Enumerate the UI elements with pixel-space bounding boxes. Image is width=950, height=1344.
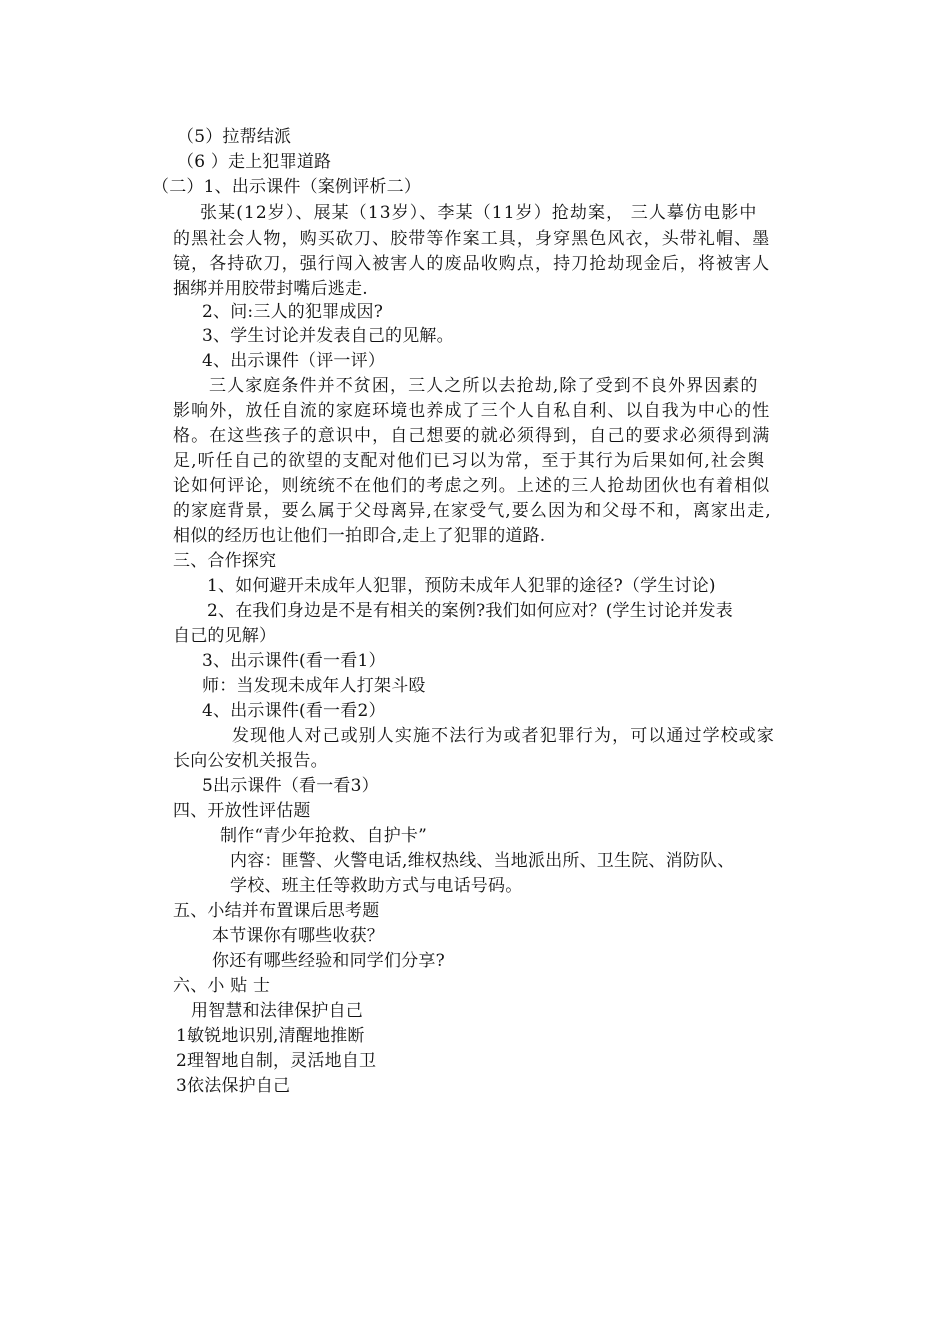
courseware-look-1: 3、出示课件(看一看1） bbox=[202, 651, 386, 671]
card-content-line-2: 学校、班主任等救助方式与电话号码。 bbox=[230, 876, 523, 896]
teacher-note: 师：当发现未成年人打架斗殴 bbox=[202, 676, 426, 696]
section-2-heading: （二）1、出示课件（案例评析二） bbox=[152, 177, 422, 197]
card-task: 制作“青少年抢救、自护卡” bbox=[220, 826, 427, 846]
analysis-paragraph-line-4: 足,听任自己的欲望的支配对他们已习以为常，至于其行为后果如何,社会舆 bbox=[173, 451, 766, 471]
tip-item-2: 2理智地自制，灵活地自卫 bbox=[176, 1051, 377, 1071]
analysis-paragraph-line-1: 三人家庭条件并不贫困，三人之所以去抢劫,除了受到不良外界因素的 bbox=[209, 376, 759, 396]
case-paragraph-line-2: 的黑社会人物，购买砍刀、胶带等作案工具，身穿黑色风衣，头带礼帽、墨 bbox=[173, 229, 771, 249]
courseware-look-2: 4、出示课件(看一看2） bbox=[202, 701, 386, 721]
list-item-5: （5）拉帮结派 bbox=[177, 127, 292, 147]
courseware-item-4: 4、出示课件（评一评） bbox=[202, 351, 386, 371]
analysis-paragraph-line-5: 论如何评论，则统统不在他们的考虑之列。上述的三人抢劫团伙也有着相似 bbox=[173, 476, 771, 496]
cooperation-item-2-continued: 自己的见解） bbox=[173, 626, 277, 646]
discussion-item: 3、学生讨论并发表自己的见解。 bbox=[202, 326, 454, 346]
question-item: 2、问:三人的犯罪成因? bbox=[202, 302, 384, 322]
cooperation-item-1: 1、如何避开未成年人犯罪，预防未成年人犯罪的途径?（学生讨论) bbox=[207, 576, 716, 596]
section-4-heading: 四、开放性评估题 bbox=[173, 801, 311, 821]
analysis-paragraph-line-7: 相似的经历也让他们一拍即合,走上了犯罪的道路. bbox=[173, 526, 546, 546]
analysis-paragraph-line-6: 的家庭背景，要么属于父母离异,在家受气,要么因为和父母不和，离家出走, bbox=[173, 501, 772, 521]
case-paragraph-line-3: 镜，各持砍刀，强行闯入被害人的废品收购点，持刀抢劫现金后，将被害人 bbox=[173, 254, 771, 274]
card-content-line-1: 内容：匪警、火警电话,维权热线、当地派出所、卫生院、消防队、 bbox=[230, 851, 735, 871]
courseware-look-3: 5出示课件（看一看3） bbox=[202, 776, 379, 796]
list-item-6: （6 ）走上犯罪道路 bbox=[177, 152, 332, 172]
section-3-heading: 三、合作探究 bbox=[173, 551, 277, 571]
report-paragraph-line-1: 发现他人对己或别人实施不法行为或者犯罪行为，可以通过学校或家 bbox=[232, 726, 775, 746]
tip-item-1: 1敏锐地识别,清醒地推断 bbox=[176, 1026, 365, 1046]
reflection-question-1: 本节课你有哪些收获？ bbox=[212, 926, 384, 946]
report-paragraph-line-2: 长向公安机关报告。 bbox=[173, 751, 328, 771]
section-6-heading: 六、小 贴 士 bbox=[173, 976, 271, 996]
section-5-heading: 五、小结并布置课后思考题 bbox=[173, 901, 380, 921]
case-paragraph-line-4: 捆绑并用胶带封嘴后逃走. bbox=[173, 279, 368, 299]
analysis-paragraph-line-3: 格。在这些孩子的意识中，自己想要的就必须得到，自己的要求必须得到满 bbox=[173, 426, 771, 446]
reflection-question-2: 你还有哪些经验和同学们分享? bbox=[212, 951, 445, 971]
analysis-paragraph-line-2: 影响外，放任自流的家庭环境也养成了三个人自私自利、以自我为中心的性 bbox=[173, 401, 771, 421]
tip-item-3: 3依法保护自己 bbox=[176, 1076, 291, 1096]
case-paragraph-line-1: 张某(12岁）、展某（13岁）、李某（11岁）抢劫案， 三人摹仿电影中 bbox=[200, 203, 758, 223]
cooperation-item-2: 2、在我们身边是不是有相关的案例?我们如何应对？(学生讨论并发表 bbox=[207, 601, 733, 621]
tips-title: 用智慧和法律保护自己 bbox=[191, 1001, 363, 1021]
